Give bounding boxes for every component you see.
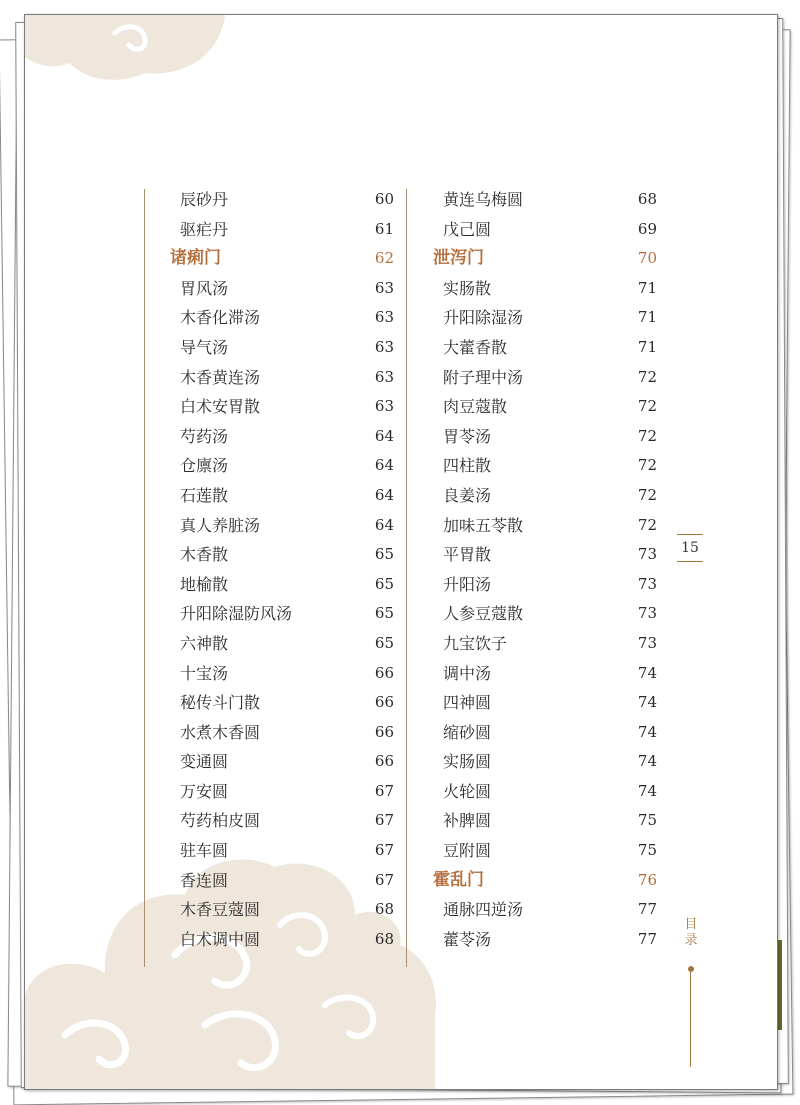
toc-entry-page: 65 [374, 545, 394, 564]
toc-entry-page: 63 [374, 397, 394, 416]
toc-entry [170, 629, 420, 659]
toc-entry-name: 真人养脏汤 [180, 515, 261, 535]
toc-entry-name: 水煮木香圆 [180, 722, 261, 742]
toc-entry [170, 185, 420, 215]
toc-entry-name: 加味五苓散 [443, 515, 524, 535]
toc-entry-name: 导气汤 [180, 337, 229, 357]
toc-entry-name: 石莲散 [180, 485, 229, 505]
toc-entry [433, 836, 683, 866]
toc-entry-page: 73 [637, 633, 657, 652]
toc-entry [433, 777, 683, 807]
toc-entry-name: 泄泻门 [433, 248, 484, 269]
toc-entry-page: 63 [374, 337, 394, 356]
toc-entry-page: 61 [374, 219, 394, 238]
toc-entry-page: 74 [637, 752, 657, 771]
toc-entry-page: 71 [637, 278, 657, 297]
toc-entry [170, 511, 420, 541]
toc-entry-page: 67 [374, 841, 394, 860]
toc-entry-name: 十宝汤 [180, 663, 229, 683]
toc-entry-page: 68 [374, 929, 394, 948]
toc-entry-name: 升阳汤 [443, 574, 492, 594]
toc-entry-name: 实肠圆 [443, 752, 492, 772]
toc-entry-page: 66 [374, 722, 394, 741]
toc-entry [433, 333, 683, 363]
toc-entry [170, 333, 420, 363]
toc-entry-name: 驻车圆 [180, 841, 229, 861]
toc-entry-page: 66 [374, 752, 394, 771]
toc-entry-name: 通脉四逆汤 [443, 900, 524, 920]
toc-entry [170, 866, 420, 896]
toc-entry-page: 72 [637, 397, 657, 416]
toc-entry-name: 黄连乌梅圆 [443, 190, 524, 209]
toc-entry [433, 511, 683, 541]
toc-entry [433, 185, 683, 215]
toc-entry-page: 74 [637, 663, 657, 682]
toc-entry-name: 驱疟丹 [180, 219, 229, 239]
toc-entry-name: 木香散 [180, 545, 229, 565]
toc-entry-page: 66 [374, 663, 394, 682]
toc-entry-page: 69 [637, 219, 657, 238]
toc-entry-page: 68 [374, 900, 394, 919]
toc-entry [433, 806, 683, 836]
toc-entry-page: 67 [374, 811, 394, 830]
toc-entry-name: 胃风汤 [180, 278, 229, 298]
toc-entry [433, 688, 683, 718]
side-marker-dot [688, 966, 694, 972]
toc-section-heading [170, 244, 420, 274]
toc-entry [433, 925, 683, 955]
toc-entry [170, 747, 420, 777]
column-rule-left [144, 189, 145, 967]
toc-entry-page: 77 [637, 900, 657, 919]
toc-entry-page: 67 [374, 781, 394, 800]
toc-entry-name: 木香黄连汤 [180, 367, 261, 387]
toc-entry [433, 570, 683, 600]
toc-column-left [170, 185, 420, 954]
toc-entry-name: 补脾圆 [443, 811, 492, 831]
toc-entry-page: 72 [637, 515, 657, 534]
toc-entry-name: 变通圆 [180, 752, 229, 772]
toc-entry-name: 升阳除湿防风汤 [180, 604, 293, 624]
toc-entry [170, 392, 420, 422]
toc-entry [433, 481, 683, 511]
toc-entry [170, 303, 420, 333]
toc-entry [433, 747, 683, 777]
toc-entry-page: 72 [637, 426, 657, 445]
toc-entry-page: 63 [374, 278, 394, 297]
toc-entry-page: 70 [637, 249, 657, 268]
toc-entry-page: 64 [374, 456, 394, 475]
toc-entry [433, 215, 683, 245]
toc-entry [170, 274, 420, 304]
toc-entry-name: 木香豆蔻圆 [180, 900, 261, 920]
toc-entry-page: 73 [637, 545, 657, 564]
toc-entry [433, 451, 683, 481]
toc-entry-page: 64 [374, 485, 394, 504]
toc-entry-page: 68 [637, 190, 657, 208]
toc-entry-page: 76 [637, 870, 657, 889]
toc-entry-page: 60 [374, 190, 394, 208]
toc-entry-page: 63 [374, 308, 394, 327]
toc-entry [433, 392, 683, 422]
toc-entry-name: 胃苓汤 [443, 426, 492, 446]
toc-entry-name: 良姜汤 [443, 485, 492, 505]
toc-entry [433, 363, 683, 393]
toc-entry-page: 71 [637, 337, 657, 356]
toc-entry-name: 火轮圆 [443, 781, 492, 801]
toc-entry-name: 六神散 [180, 633, 229, 653]
toc-entry-name: 芍药汤 [180, 426, 229, 446]
toc-entry-name: 四神圆 [443, 693, 492, 713]
toc-entry-page: 63 [374, 367, 394, 386]
toc-section-heading [433, 866, 683, 896]
toc-entry-page: 74 [637, 693, 657, 712]
toc-entry [433, 629, 683, 659]
toc-entry-name: 附子理中汤 [443, 367, 524, 387]
toc-entry-name: 诸痢门 [170, 248, 221, 269]
toc-entry-page: 71 [637, 308, 657, 327]
side-marker-line [690, 972, 691, 1067]
toc-entry-page: 62 [374, 249, 394, 268]
toc-entry [433, 303, 683, 333]
toc-entry [170, 422, 420, 452]
toc-entry-name: 白术安胃散 [180, 397, 261, 417]
toc-entry [170, 806, 420, 836]
toc-entry [433, 274, 683, 304]
toc-entry [170, 363, 420, 393]
toc-entry [170, 451, 420, 481]
toc-entry [170, 659, 420, 689]
toc-column-right [433, 185, 683, 954]
toc-entry-page: 74 [637, 781, 657, 800]
toc-entry-page: 75 [637, 811, 657, 830]
toc-entry-page: 65 [374, 604, 394, 623]
toc-entry-page: 66 [374, 693, 394, 712]
toc-entry [170, 718, 420, 748]
toc-entry-name: 人参豆蔻散 [443, 604, 524, 624]
toc-entry-page: 72 [637, 367, 657, 386]
toc-entry [170, 570, 420, 600]
toc-entry-name: 九宝饮子 [443, 633, 508, 653]
toc-entry [170, 215, 420, 245]
toc-entry-name: 藿苓汤 [443, 929, 492, 949]
toc-entry-page: 73 [637, 604, 657, 623]
toc-entry-name: 仓廪汤 [180, 456, 229, 476]
toc-entry [433, 718, 683, 748]
toc-entry-name: 大藿香散 [443, 337, 508, 357]
toc-entry-name: 辰砂丹 [180, 190, 229, 209]
toc-entry-name: 实肠散 [443, 278, 492, 298]
toc-entry [170, 777, 420, 807]
toc-entry-page: 75 [637, 841, 657, 860]
toc-entry-name: 霍乱门 [433, 869, 484, 890]
toc-section-heading [433, 244, 683, 274]
toc-entry-name: 豆附圆 [443, 841, 492, 861]
toc-entry-name: 四柱散 [443, 456, 492, 476]
toc-entry-name: 平胃散 [443, 545, 492, 565]
toc-entry-name: 升阳除湿汤 [443, 308, 524, 328]
toc-entry-page: 64 [374, 426, 394, 445]
toc-entry-name: 白术调中圆 [180, 929, 261, 949]
toc-entry [170, 481, 420, 511]
toc-entry [170, 540, 420, 570]
toc-entry-name: 香连圆 [180, 870, 229, 890]
page-number: 15 [677, 534, 703, 562]
toc-entry [170, 925, 420, 955]
toc-entry-name: 秘传斗门散 [180, 693, 261, 713]
toc-entry [433, 599, 683, 629]
toc-entry-name: 缩砂圆 [443, 722, 492, 742]
toc-entry [433, 659, 683, 689]
toc-entry-name: 戊己圆 [443, 219, 492, 239]
toc-entry-name: 芍药柏皮圆 [180, 811, 261, 831]
toc-entry-page: 72 [637, 456, 657, 475]
toc-entry-name: 肉豆蔻散 [443, 397, 508, 417]
toc-entry-name: 调中汤 [443, 663, 492, 683]
toc-entry-page: 65 [374, 574, 394, 593]
toc-entry-page: 72 [637, 485, 657, 504]
toc-entry [170, 836, 420, 866]
toc-entry [433, 895, 683, 925]
toc-entry-page: 77 [637, 929, 657, 948]
toc-entry-page: 67 [374, 870, 394, 889]
toc-entry-page: 65 [374, 633, 394, 652]
toc-entry-name: 地榆散 [180, 574, 229, 594]
toc-entry-name: 万安圆 [180, 781, 229, 801]
toc-entry-page: 74 [637, 722, 657, 741]
toc-entry [170, 895, 420, 925]
side-section-label: 目录 [684, 917, 698, 948]
toc-entry [433, 540, 683, 570]
toc-entry-page: 73 [637, 574, 657, 593]
toc-entry [170, 599, 420, 629]
toc-entry-page: 64 [374, 515, 394, 534]
toc-entry-name: 木香化滞汤 [180, 308, 261, 328]
toc-page [24, 14, 778, 1090]
toc-entry [433, 422, 683, 452]
toc-entry [170, 688, 420, 718]
cloud-decoration-top [25, 15, 225, 95]
